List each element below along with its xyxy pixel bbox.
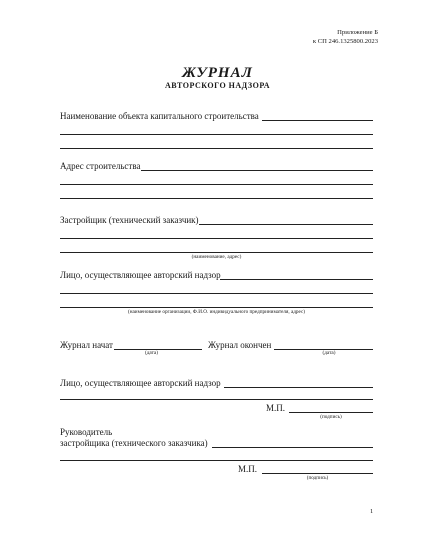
- object-name-line-3: [60, 148, 373, 149]
- stamp-label: М.П.: [266, 403, 286, 413]
- developer-line: [199, 224, 373, 225]
- signature-line: [289, 412, 373, 413]
- appendix-label: Приложение Б: [337, 29, 378, 36]
- address-label: Адрес строительства: [60, 161, 141, 171]
- developer-caption: (наименование, адрес): [191, 254, 242, 260]
- document-subtitle: АВТОРСКОГО НАДЗОРА: [165, 81, 270, 90]
- journal-started-label: Журнал начат: [60, 340, 113, 350]
- head-line-2: [60, 460, 373, 461]
- signature-caption: (подпись): [320, 414, 342, 420]
- end-date-caption: (дата): [322, 350, 336, 356]
- standard-reference: к СП 246.1325800.2023: [312, 38, 378, 45]
- head-label-line1: Руководитель: [60, 427, 113, 437]
- supervisor-label: Лицо, осуществляющее авторский надзор: [60, 270, 221, 280]
- stamp-label-2: М.П.: [238, 464, 258, 474]
- supervisor-sign-line-2: [60, 399, 373, 400]
- object-name-line-2: [60, 134, 373, 135]
- signature-caption-2: (подпись): [306, 475, 329, 481]
- address-line-3: [60, 198, 373, 199]
- head-label-line2: застройщика (технического заказчика): [60, 438, 208, 448]
- object-name-label: Наименование объекта капитального строительства: [60, 111, 259, 121]
- developer-label: Застройщик (технический заказчик): [60, 215, 199, 225]
- developer-line-3: [60, 252, 373, 253]
- start-date-caption: (дата): [145, 350, 158, 356]
- signature-line-2: [262, 473, 373, 474]
- document-title: ЖУРНАЛ: [182, 65, 253, 81]
- object-name-line: [262, 120, 373, 121]
- supervisor-sign-line: [224, 387, 373, 388]
- address-line: [141, 170, 373, 171]
- page-number: 1: [370, 508, 374, 515]
- supervisor-line-2: [60, 293, 373, 294]
- supervisor-sign-label: Лицо, осуществляющее авторский надзор: [60, 378, 221, 388]
- journal-ended-label: Журнал окончен: [208, 340, 272, 350]
- address-line-2: [60, 184, 373, 185]
- head-line: [212, 447, 373, 448]
- supervisor-line-3: [60, 307, 373, 308]
- developer-line-2: [60, 238, 373, 239]
- supervisor-caption: (наименование организации, Ф.И.О. индивидуального предпринимателя, адрес): [127, 309, 305, 315]
- supervisor-line: [220, 279, 373, 280]
